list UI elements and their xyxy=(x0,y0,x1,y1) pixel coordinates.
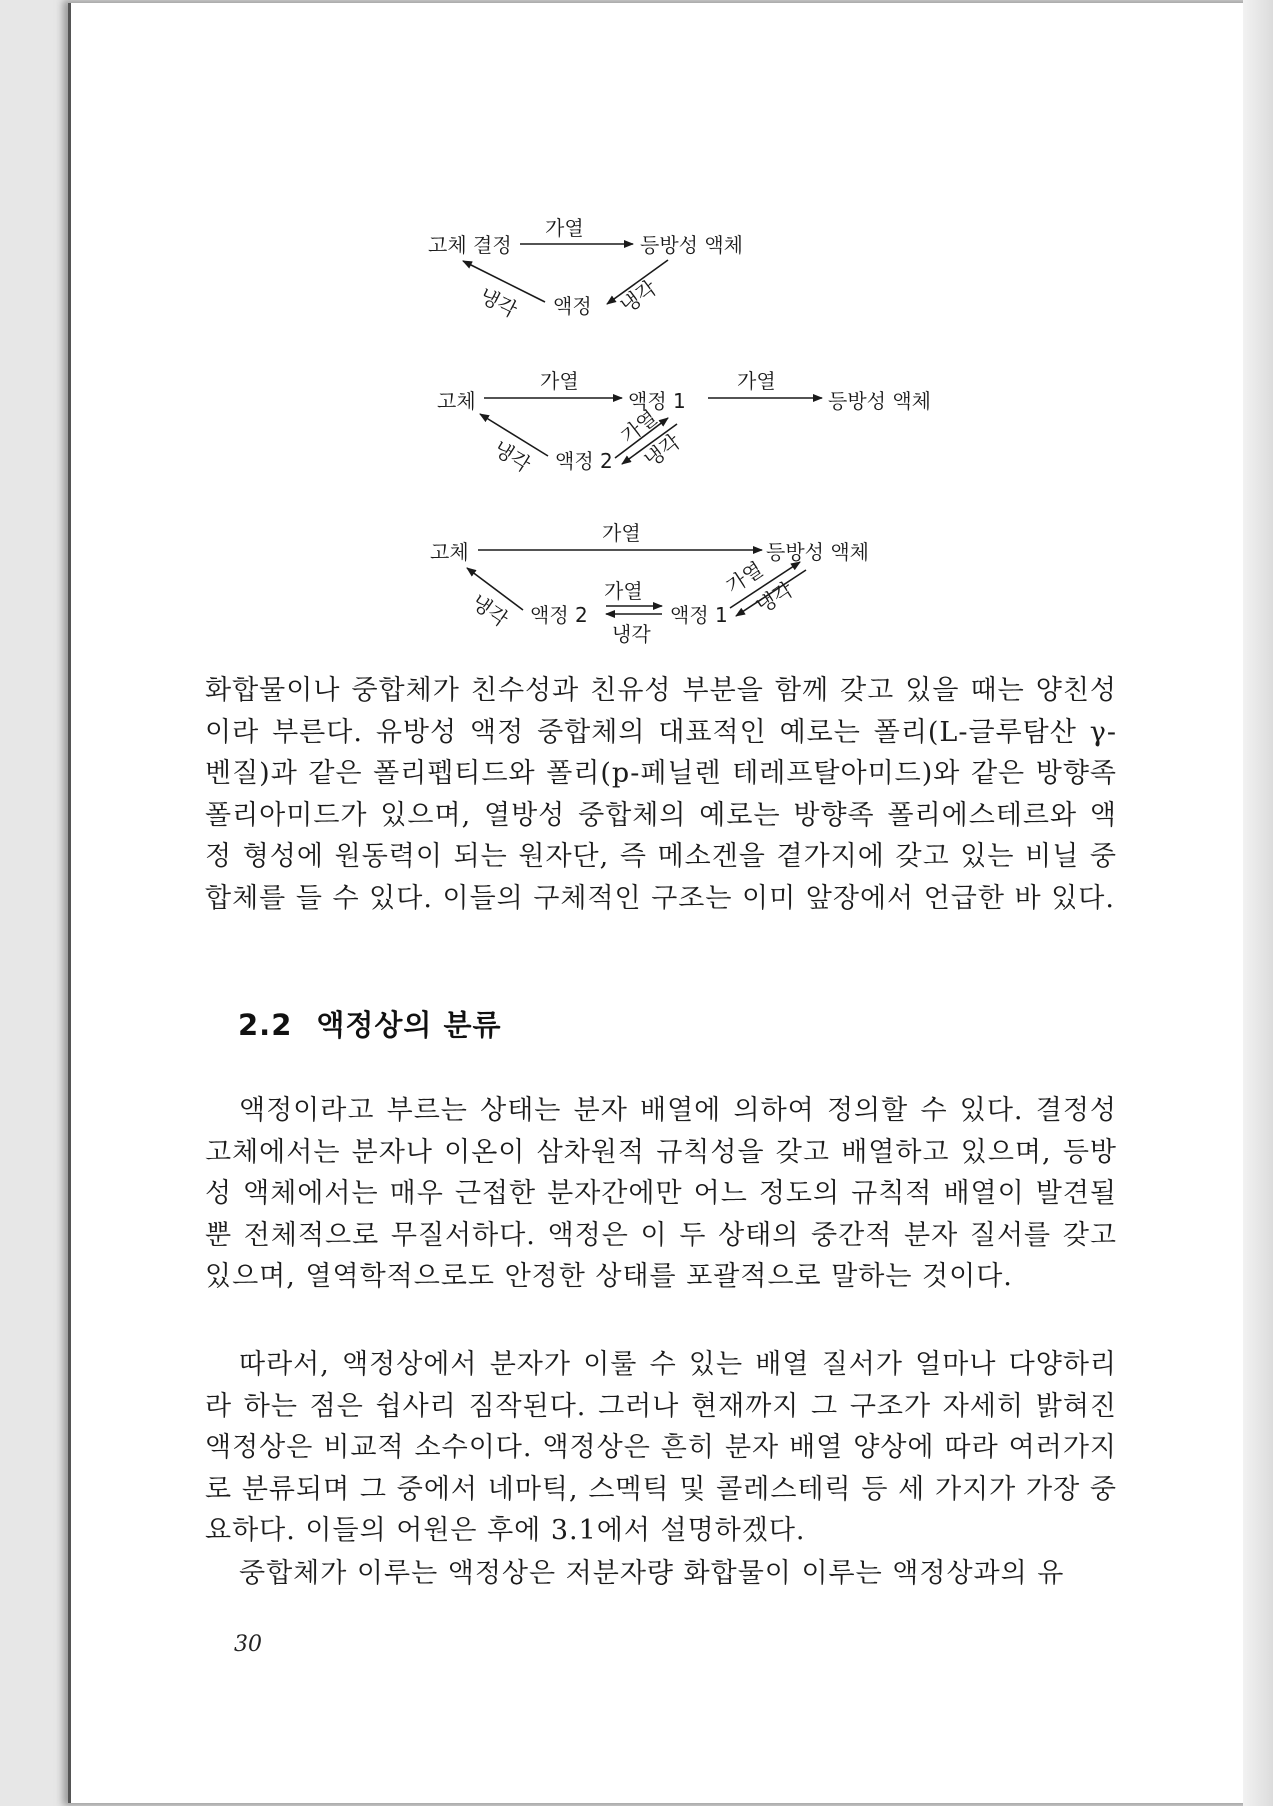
diagram3-heat-label: 가열 xyxy=(602,521,641,545)
diagram1-right-cool-label: 냉각 xyxy=(615,275,661,318)
paragraph-polymer-lc: 중합체가 이루는 액정상은 저분자량 화합물이 이루는 액정상과의 유 xyxy=(239,1558,1065,1589)
diagram3-diag-cool-label: 냉각 xyxy=(751,577,798,619)
diagram2-solid: 고체 xyxy=(437,389,476,413)
diagram3-mid-heat-label: 가열 xyxy=(604,579,643,603)
diagram3-left-cool-label: 냉각 xyxy=(467,589,513,632)
diagram2-diag-heat-label: 가열 xyxy=(616,405,662,448)
paragraph-amphiphilic: 화합물이나 중합체가 친수성과 친유성 부분을 함께 갖고 있을 때는 양친성이라 부른다. 유방성 액정 중합체의 대표적인 예로는 폴리(L-글루탐산 γ-벤질)과 같은 폴리펩티드와 폴리(p-페닐렌 테레프탈아미드)와 같은 방향족 폴리아미드가 있으며, 열방성 중합체의 예로는 방향족 폴리에스테르와 액정 형성에 원동력이 되는 원자단, 즉 메소겐을 곁가지에 갖고 있는 비닐 중합체를 들 수 있다. 이들의 구체적인 구조는 이미 앞장에서 언급한 바 있다. xyxy=(205,675,1117,914)
diagram1-heat-label: 가열 xyxy=(545,216,584,240)
diagram3-mid-cool-label: 냉각 xyxy=(612,622,651,646)
diagram2-heat-label-b: 가열 xyxy=(737,369,776,393)
diagram1-left-cool-label: 냉각 xyxy=(475,283,522,322)
paragraph-classification: 따라서, 액정상에서 분자가 이룰 수 있는 배열 질서가 얼마나 다양하리라 하는 점은 쉽사리 짐작된다. 그러나 현재까지 그 구조가 자세히 밝혀진 액정상은 비교적 소수이다. 액정상은 흔히 분자 배열 양상에 따라 여러가지로 분류되며 그 중에서 네마틱, 스멕틱 및 콜레스테릭 등 세 가지가 가장 중요하다. 이들의 어원은 후에 3.1에서 설명하겠다. xyxy=(205,1349,1117,1546)
page-number: 30 xyxy=(234,1632,262,1657)
diagram-3 xyxy=(430,521,869,646)
diagram2-isotropic-liquid: 등방성 액체 xyxy=(828,389,931,413)
diagram1-liquid-crystal: 액정 xyxy=(553,294,592,318)
diagram2-liquid-crystal-2: 액정 2 xyxy=(555,449,613,473)
diagram-2 xyxy=(437,369,931,477)
section-number: 2.2 xyxy=(238,1008,293,1042)
diagram3-isotropic-liquid: 등방성 액체 xyxy=(766,540,869,564)
section-heading xyxy=(238,1003,502,1044)
diagram3-diag-heat-label: 가열 xyxy=(721,557,768,599)
diagram3-liquid-crystal-2: 액정 2 xyxy=(530,603,588,627)
diagram3-solid: 고체 xyxy=(430,540,469,564)
phase-transition-diagrams xyxy=(0,0,1273,700)
diagram1-isotropic-liquid: 등방성 액체 xyxy=(640,233,743,257)
diagram3-liquid-crystal-1: 액정 1 xyxy=(670,603,728,627)
diagram2-left-cool-label: 냉각 xyxy=(489,435,535,477)
diagram2-liquid-crystal-1: 액정 1 xyxy=(628,389,686,413)
diagram1-solid-crystal: 고체 결정 xyxy=(428,233,512,257)
section-title: 액정상의 분류 xyxy=(316,1008,502,1042)
diagram2-heat-label-a: 가열 xyxy=(540,369,579,393)
diagram2-diag-cool-label: 냉각 xyxy=(639,429,685,472)
diagram-1 xyxy=(428,216,743,322)
paragraph-definition: 액정이라고 부르는 상태는 분자 배열에 의하여 정의할 수 있다. 결정성 고체에서는 분자나 이온이 삼차원적 규칙성을 갖고 배열하고 있으며, 등방성 액체에서는 매우 근접한 분자간에만 어느 정도의 규칙적 배열이 발견될 뿐 전체적으로 무질서하다. 액정은 이 두 상태의 중간적 분자 질서를 갖고 있으며, 열역학적으로도 안정한 상태를 포괄적으로 말하는 것이다. xyxy=(205,1095,1117,1292)
